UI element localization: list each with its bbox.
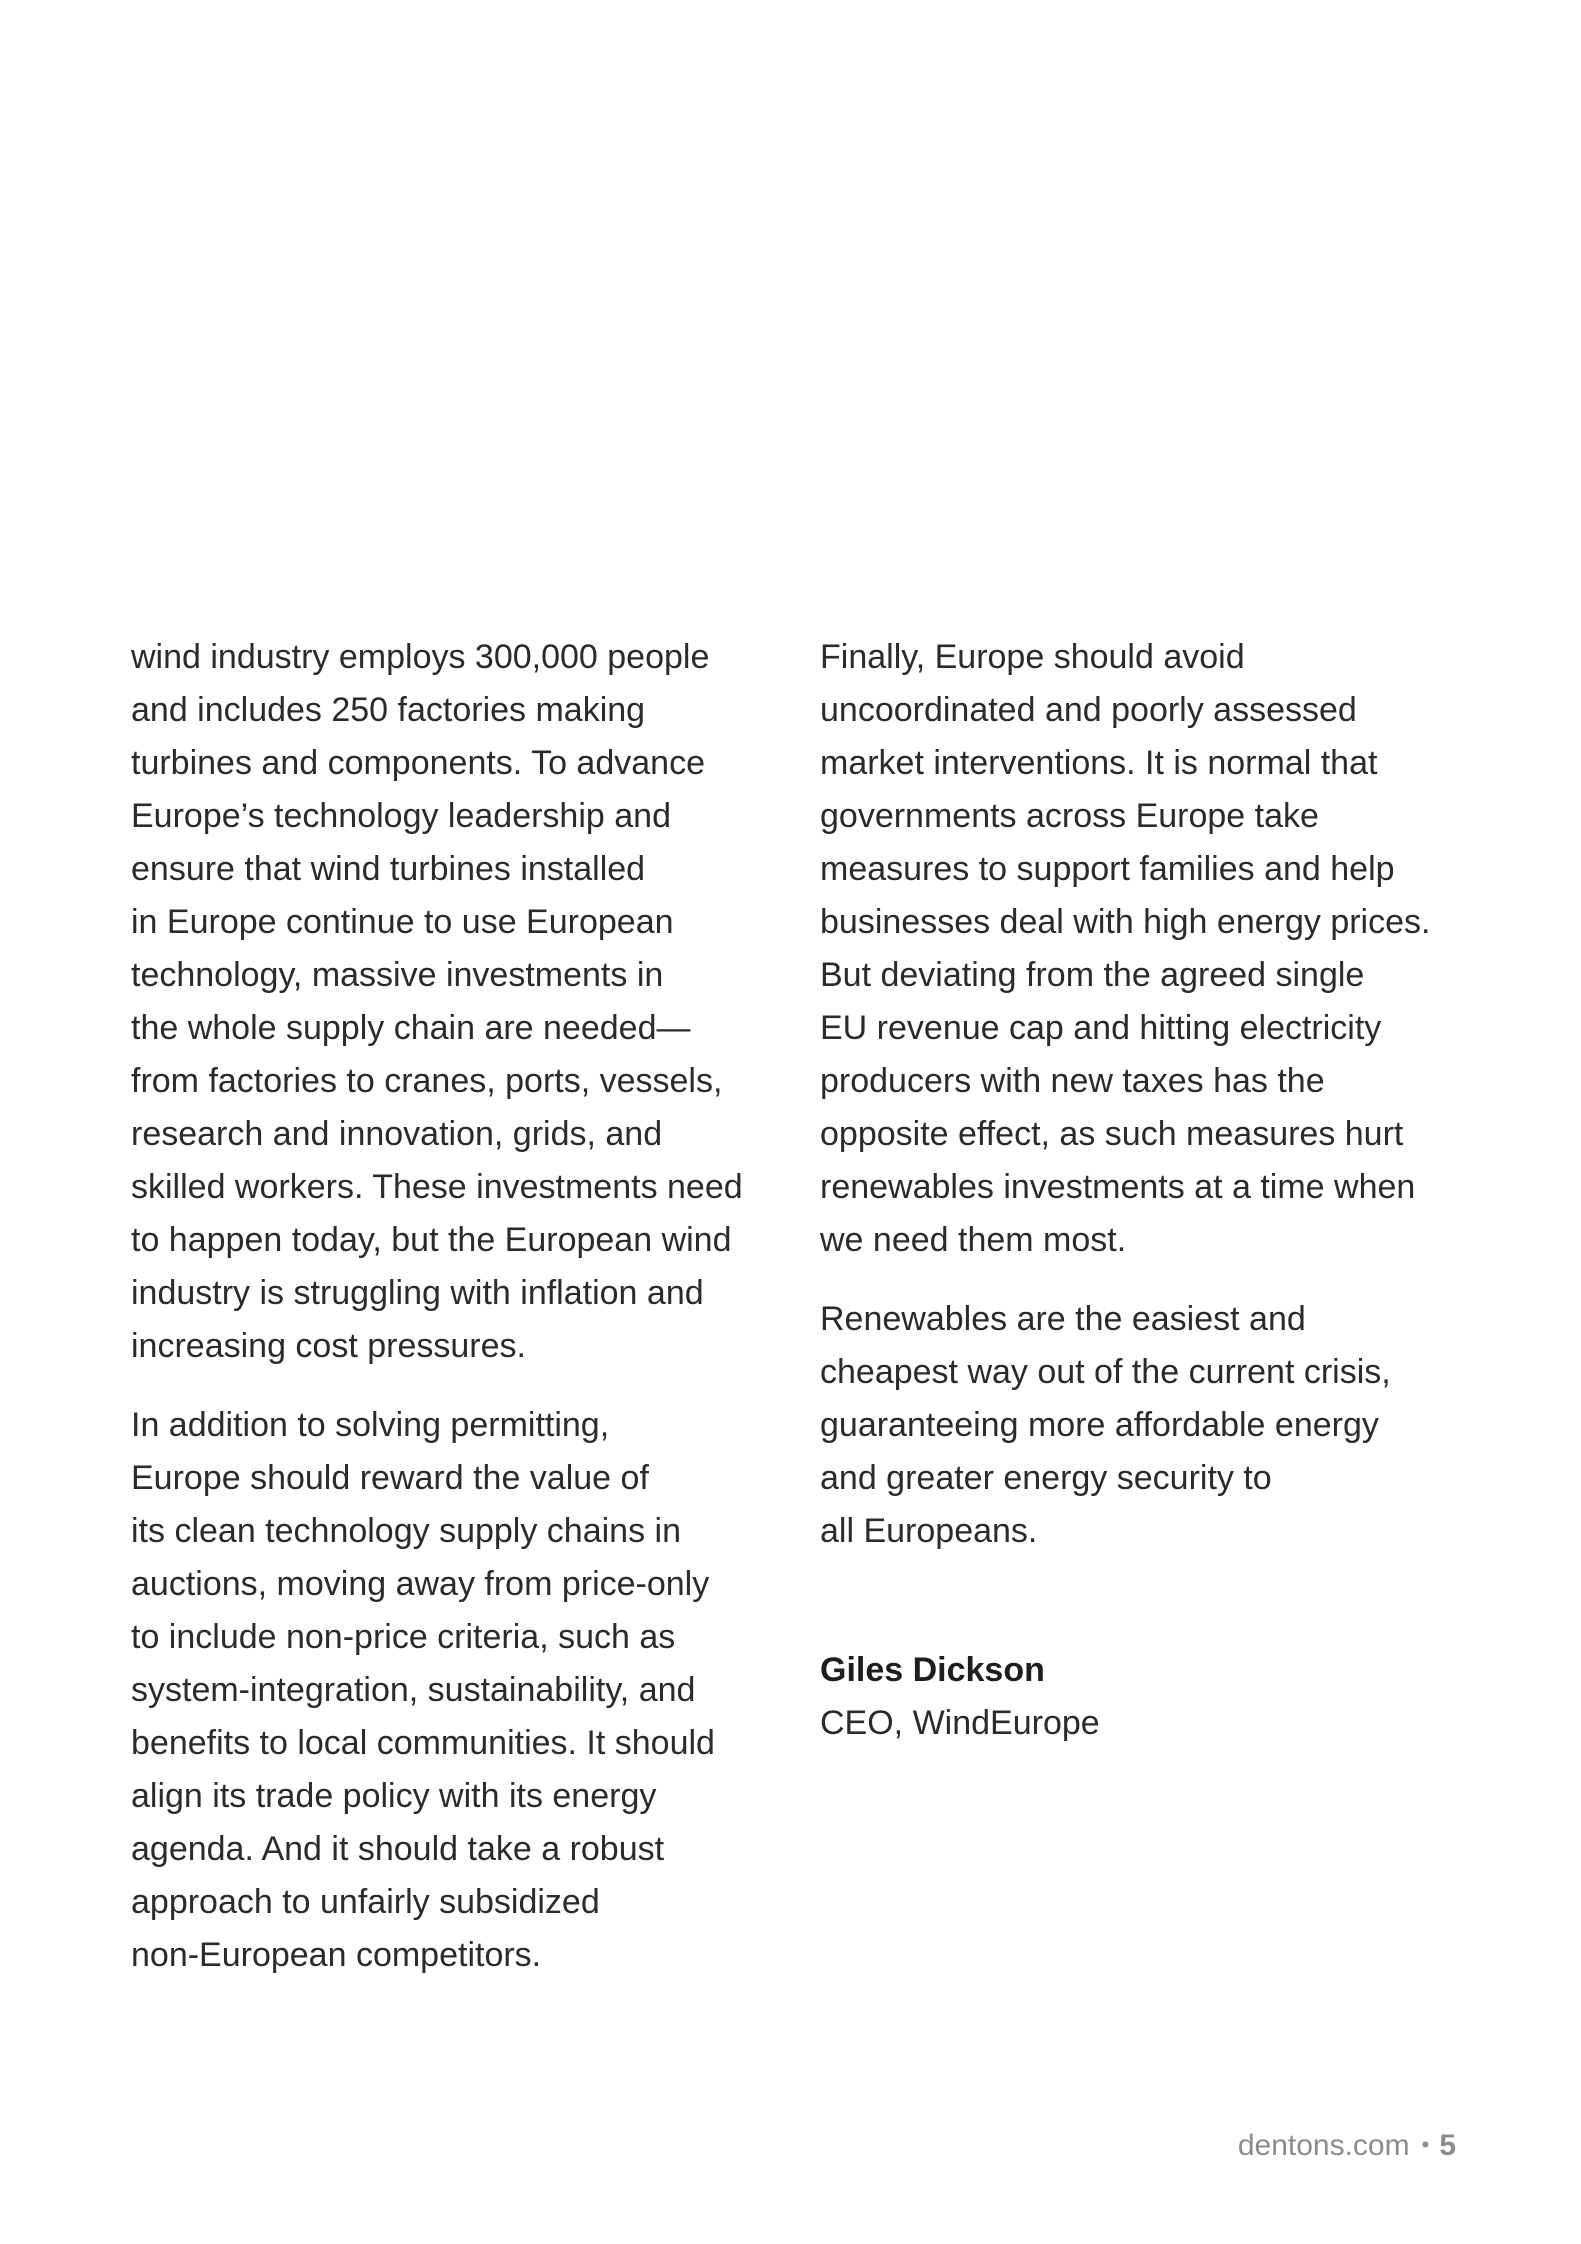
right-column (820, 631, 1480, 1750)
text-line: skilled workers. These investments need (131, 1168, 743, 1206)
text-line: we need them most. (820, 1221, 1127, 1259)
author-name: Giles Dickson (820, 1651, 1045, 1689)
text-line: benefits to local communities. It should (131, 1724, 715, 1762)
text-line: system-integration, sustainability, and (131, 1671, 696, 1709)
text-line: Europe should reward the value of (131, 1459, 649, 1497)
text-line: turbines and components. To advance (131, 744, 705, 782)
text-line: EU revenue cap and hitting electricity (820, 1009, 1382, 1047)
text-line: its clean technology supply chains in (131, 1512, 681, 1550)
footer-site: dentons.com (1237, 2129, 1410, 2162)
text-line: increasing cost pressures. (131, 1327, 526, 1365)
text-line: Renewables are the easiest and (820, 1300, 1306, 1338)
text-line: all Europeans. (820, 1512, 1038, 1550)
text-line: cheapest way out of the current crisis, (820, 1353, 1391, 1391)
text-line: guaranteeing more affordable energy (820, 1406, 1379, 1444)
footer-separator: • (1421, 2132, 1430, 2157)
text-line: industry is struggling with inflation and (131, 1274, 704, 1312)
text-line: auctions, moving away from price-only (131, 1565, 710, 1603)
text-line: businesses deal with high energy prices. (820, 903, 1431, 941)
paragraph-market-interventions (820, 631, 1480, 1267)
text-line: ensure that wind turbines installed (131, 850, 646, 888)
text-line: producers with new taxes has the (820, 1062, 1325, 1100)
left-column (131, 631, 791, 2008)
page-footer (1238, 2125, 1456, 2166)
text-line: In addition to solving permitting, (131, 1406, 610, 1444)
text-line: align its trade policy with its energy (131, 1777, 657, 1815)
text-line: measures to support families and help (820, 850, 1395, 888)
text-line: opposite effect, as such measures hurt (820, 1115, 1404, 1153)
paragraph-wind-industry (131, 631, 791, 1373)
text-line: agenda. And it should take a robust (131, 1830, 665, 1868)
page-number: 5 (1439, 2129, 1456, 2162)
text-line: non-European competitors. (131, 1936, 542, 1974)
text-line: renewables investments at a time when (820, 1168, 1416, 1206)
text-line: technology, massive investments in (131, 956, 664, 994)
text-line: and includes 250 factories making (131, 691, 646, 729)
author-role: CEO, WindEurope (820, 1704, 1100, 1742)
text-line: research and innovation, grids, and (131, 1115, 663, 1153)
paragraph-renewables (820, 1293, 1480, 1558)
text-line: uncoordinated and poorly assessed (820, 691, 1357, 729)
text-line: governments across Europe take (820, 797, 1319, 835)
text-line: market interventions. It is normal that (820, 744, 1378, 782)
text-line: Europe’s technology leadership and (131, 797, 671, 835)
text-line: approach to unfairly subsidized (131, 1883, 600, 1921)
text-line: from factories to cranes, ports, vessels, (131, 1062, 723, 1100)
text-line: the whole supply chain are needed— (131, 1009, 691, 1047)
author-signature (820, 1644, 1480, 1750)
text-line: wind industry employs 300,000 people (131, 638, 710, 676)
text-line: to include non-price criteria, such as (131, 1618, 676, 1656)
text-line: and greater energy security to (820, 1459, 1272, 1497)
text-line: to happen today, but the European wind (131, 1221, 732, 1259)
paragraph-permitting (131, 1399, 791, 1982)
text-line: But deviating from the agreed single (820, 956, 1365, 994)
text-line: in Europe continue to use European (131, 903, 674, 941)
text-line: Finally, Europe should avoid (820, 638, 1245, 676)
